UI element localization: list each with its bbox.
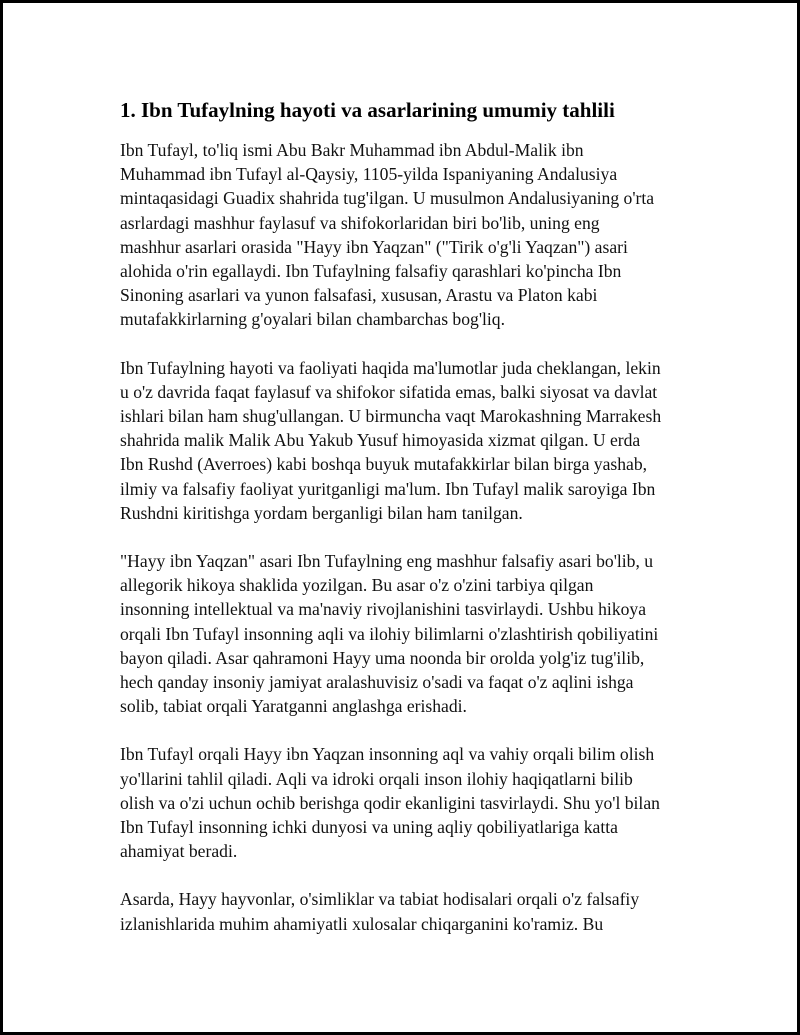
text-line: mintaqasidagi Guadix shahrida tug'ilgan. U musulmon Andalusiyaning o'rta [120,188,655,209]
text-line: ilmiy va falsafiy faoliyat yuritganligi ma'lum. Ibn Tufayl malik saroyiga Ibn [120,478,656,499]
text-line: shahrida malik Malik Abu Yakub Yusuf himoyasida xizmat qilgan. U erda [120,430,641,451]
text-line: ahamiyat beradi. [120,841,238,862]
text-line: Ibn Rushd (Averroes) kabi boshqa buyuk mutafakkirlar bilan birga yashab, [120,454,648,475]
paragraph-5 [120,887,700,935]
paragraph-2 [120,356,700,525]
paragraph-3 [120,549,700,718]
text-line: Ibn Tufayl insonning ichki dunyosi va uning aqliy qobiliyatlariga katta [120,817,618,838]
text-line: allegorik hikoya shaklida yozilgan. Bu asar o'z o'zini tarbiya qilgan [120,575,594,596]
text-line: yo'llarini tahlil qiladi. Aqli va idroki orqali inson ilohiy haqiqatlarni bilib [120,768,633,789]
text-line: asrlardagi mashhur faylasuf va shifokorlaridan biri bo'lib, uning eng [120,212,600,233]
paragraph-1 [120,138,700,332]
text-line: ishlari bilan ham shug'ullangan. U birmuncha vaqt Marokashning Marrakesh [120,406,662,427]
text-line: bayon qiladi. Asar qahramoni Hayy uma noonda bir orolda yolg'iz tug'ilib, [120,647,645,668]
text-line: Muhammad ibn Tufayl al-Qaysiy, 1105-yilda Ispaniyaning Andalusiya [120,164,618,185]
text-line: Ibn Tufayl, to'liq ismi Abu Bakr Muhammad ibn Abdul-Malik ibn [120,140,584,160]
text-line: alohida o'rin egallaydi. Ibn Tufaylning falsafiy qarashlari ko'pincha Ibn [120,261,622,282]
section-heading: 1. Ibn Tufaylning hayoti va asarlarining umumiy tahlili [120,98,615,122]
text-line: Ibn Tufayl orqali Hayy ibn Yaqzan insonning aql va vahiy orqali bilim olish [120,744,655,765]
document-body [120,96,700,960]
text-line: solib, tabiat orqali Yaratganni anglashga erishadi. [120,696,467,717]
text-line: Sinoning asarlari va yunon falsafasi, xususan, Arastu va Platon kabi [120,285,598,306]
text-line: hech qanday insoniy jamiyat aralashuvisiz o'sadi va faqat o'z aqlini ishga [120,672,634,693]
paragraph-4 [120,742,700,863]
text-line: Ibn Tufaylning hayoti va faoliyati haqida ma'lumotlar juda cheklangan, lekin [120,357,661,378]
text-line: mutafakkirlarning g'oyalari bilan chambarchas bog'liq. [120,309,505,330]
text-line: orqali Ibn Tufayl insonning aqli va ilohiy bilimlarni o'zlashtirish qobiliyatini [120,623,659,644]
text-line: Rushdni kiritishga yordam berganligi bilan ham tanilgan. [120,502,523,523]
text-line: insonning intellektual va ma'naviy rivojlanishini tasvirlaydi. Ushbu hikoya [120,599,647,620]
text-line: olish va o'zi uchun ochib berishga qodir ekanligini tasvirlaydi. Shu yo'l bilan [120,792,660,813]
text-line: Asarda, Hayy hayvonlar, o'simliklar va tabiat hodisalari orqali o'z falsafiy [120,889,640,910]
text-line: u o'z davrida faqat faylasuf va shifokor sifatida emas, balki siyosat va davlat [120,381,658,402]
text-line: "Hayy ibn Yaqzan" asari Ibn Tufaylning eng mashhur falsafiy asari bo'lib, u [120,551,654,572]
text-line: izlanishlarida muhim ahamiyatli xulosalar chiqarganini ko'ramiz. Bu [120,913,604,934]
text-line: mashhur asarlari orasida "Hayy ibn Yaqzan" ("Tirik o'g'li Yaqzan") asari [120,236,628,257]
